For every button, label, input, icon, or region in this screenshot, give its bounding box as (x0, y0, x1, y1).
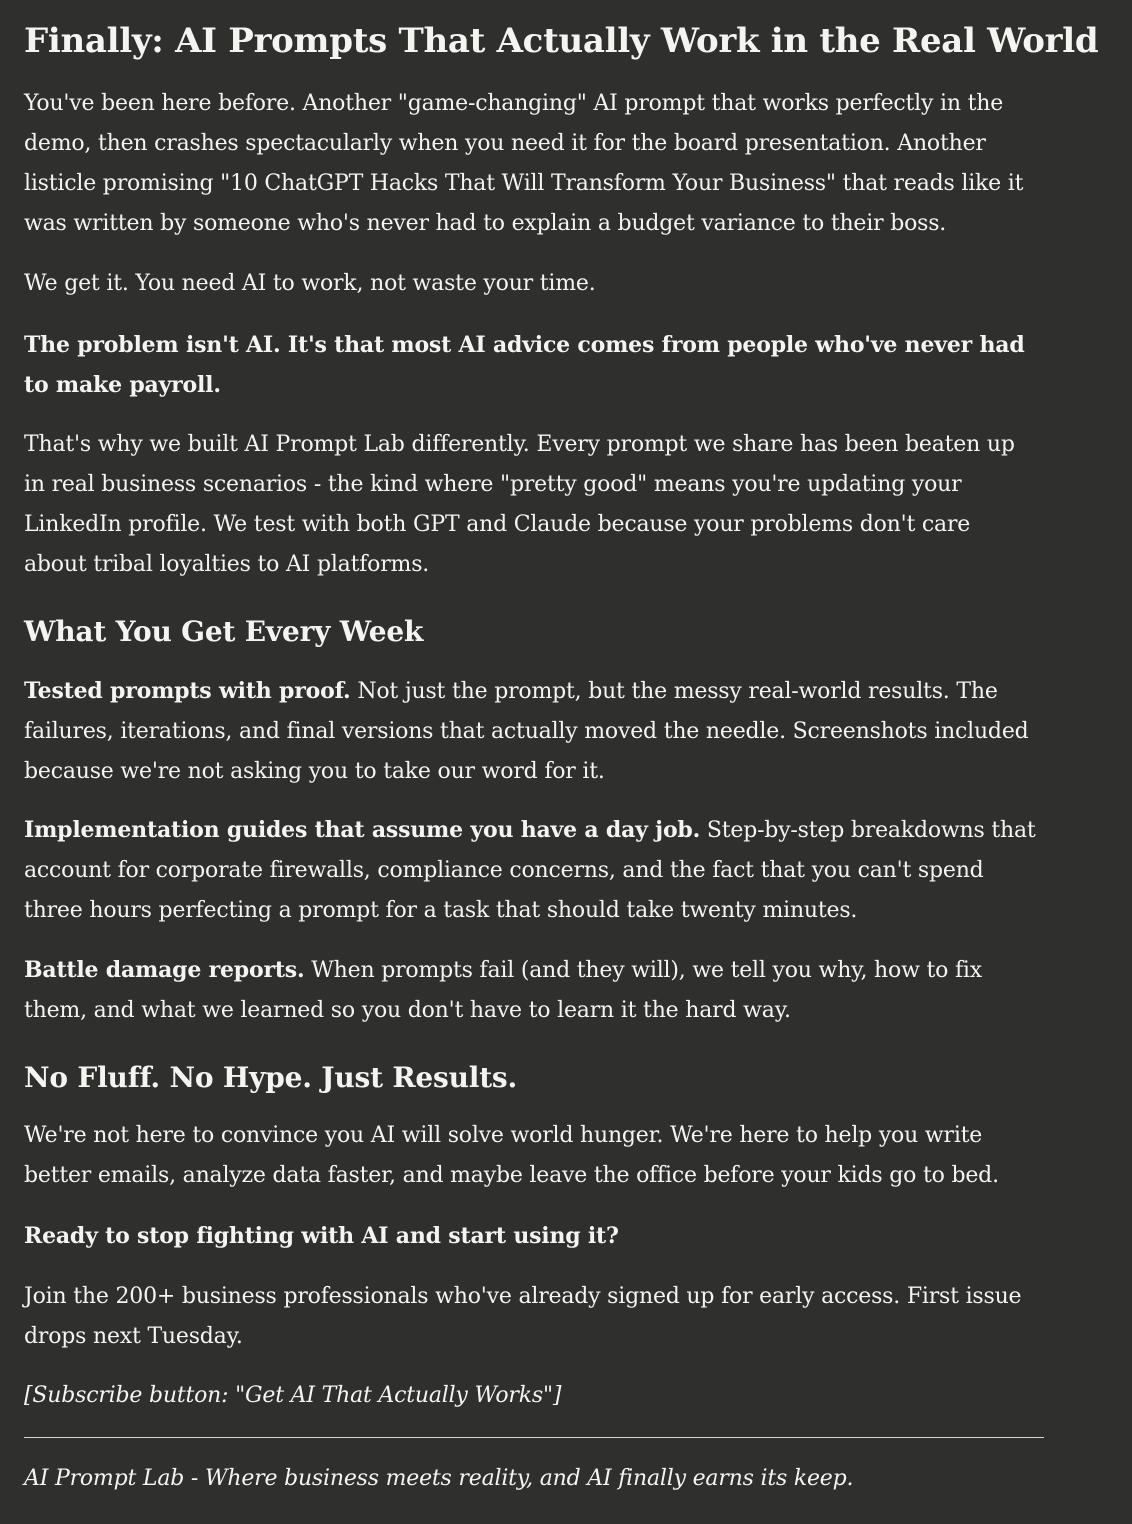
intro-paragraph-1: You've been here before. Another "game-changing" AI prompt that works perfectly in the demo, then crashes spectacularly when you need it for the board presentation. Another listicle promising "10 ChatGPT Hacks That Will Transform Your Business" that reads like it was written by someone who's never had to explain a budget variance to their boss. (24, 91, 1024, 236)
weekly-item-title: Tested prompts with proof. (24, 678, 351, 704)
cta-question: Ready to stop fighting with AI and start using it? (24, 1223, 619, 1249)
weekly-item-text: When prompts fail (and they will), we tell you why, how to fix them, and what we learned so you don't have to learn it the hard way. (24, 958, 982, 1023)
subscribe-button-note: [Subscribe button: "Get AI That Actually Works"] (24, 1383, 562, 1408)
intro-paragraph-2: We get it. You need AI to work, not waste your time. (24, 271, 596, 296)
page-title: Finally: AI Prompts That Actually Work in the Real World (24, 21, 1099, 61)
early-access-text: Join the 200+ business professionals who've already signed up for early access. First issue drops next Tuesday. (24, 1284, 1022, 1349)
weekly-item-tested-prompts (24, 671, 1039, 792)
weekly-item-text: Not just the prompt, but the messy real-world results. The failures, iterations, and final versions that actually moved the needle. Screenshots included because we're not asking you to take our word for it. (24, 679, 1029, 784)
footer-divider (24, 1437, 1044, 1438)
weekly-item-title: Battle damage reports. (24, 957, 305, 983)
weekly-section-heading: What You Get Every Week (24, 615, 424, 648)
weekly-item-battle-damage-reports (24, 950, 1039, 1031)
results-paragraph: We're not here to convince you AI will solve world hunger. We're here to help you write better emails, analyze data faster, and maybe leave the office before your kids go to bed. (24, 1123, 999, 1188)
problem-statement: The problem isn't AI. It's that most AI advice comes from people who've never had to make payroll. (24, 332, 1025, 398)
weekly-item-implementation-guides (24, 810, 1039, 931)
weekly-item-text: Step-by-step breakdowns that account for corporate firewalls, compliance concerns, and the fact that you can't spend three hours perfecting a prompt for a task that should take twenty minutes. (24, 818, 1036, 923)
weekly-item-title: Implementation guides that assume you have a day job. (24, 817, 701, 843)
results-section-heading: No Fluff. No Hype. Just Results. (24, 1061, 518, 1094)
footer-tagline: AI Prompt Lab - Where business meets reality, and AI finally earns its keep. (24, 1466, 854, 1491)
intro-paragraph-3: That's why we built AI Prompt Lab differently. Every prompt we share has been beaten up in real business scenarios - the kind where "pretty good" means you're updating your LinkedIn profile. We test with both GPT and Claude because your problems don't care about tribal loyalties to AI platforms. (24, 432, 1015, 577)
